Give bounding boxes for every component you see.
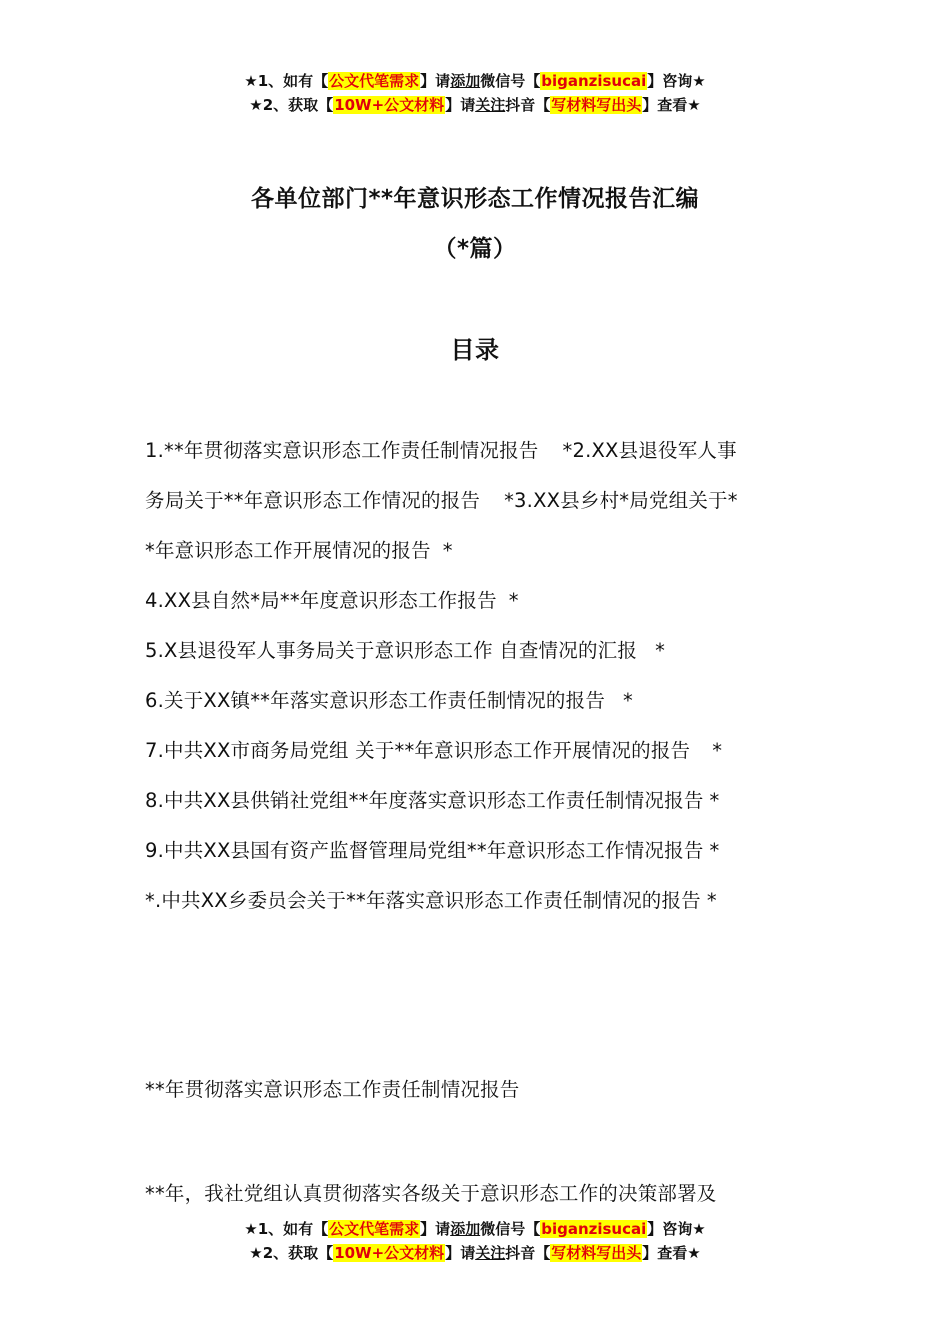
notice-underline: 关注 — [475, 96, 506, 114]
notice-text: 微信号【 — [480, 72, 541, 90]
notice-text: 】查看★ — [642, 1244, 701, 1262]
toc-text: * — [709, 839, 720, 862]
notice-highlight-wechat: biganzisucai — [541, 1220, 647, 1238]
notice-underline: 添加 — [450, 72, 481, 90]
table-of-contents — [145, 426, 815, 926]
toc-line — [145, 426, 815, 476]
notice-text: ★1、如有【 — [244, 1220, 329, 1238]
toc-line — [145, 726, 815, 776]
notice-text: 】请 — [445, 1244, 476, 1262]
notice-text: 微信号【 — [480, 1220, 541, 1238]
notice-line-1 — [0, 1217, 950, 1241]
toc-text: * — [709, 789, 720, 812]
toc-text: *2.XX县退役军人事 — [562, 439, 737, 462]
section-title: **年贯彻落实意识形态工作责任制情况报告 — [145, 1078, 520, 1101]
toc-line — [145, 476, 815, 526]
toc-text: * — [706, 889, 717, 912]
toc-line — [145, 626, 815, 676]
notice-text: 抖音【 — [505, 1244, 551, 1262]
toc-text: * — [623, 689, 633, 712]
notice-highlight: 公文代笔需求 — [329, 72, 420, 90]
toc-text: 8.中共XX县供销社党组**年度落实意识形态工作责任制情况报告 — [145, 789, 704, 812]
notice-text: 】查看★ — [642, 96, 701, 114]
toc-text: 7.中共XX市商务局党组 关于**年意识形态工作开展情况的报告 — [145, 739, 691, 762]
toc-line — [145, 826, 815, 876]
notice-text: ★2、获取【 — [249, 96, 334, 114]
notice-underline: 添加 — [450, 1220, 481, 1238]
toc-line — [145, 676, 815, 726]
toc-text: *.中共XX乡委员会关于**年落实意识形态工作责任制情况的报告 — [145, 889, 701, 912]
notice-text: 】请 — [420, 72, 451, 90]
toc-line — [145, 576, 815, 626]
toc-text: 6.关于XX镇**年落实意识形态工作责任制情况的报告 — [145, 689, 606, 712]
toc-text: 5.X县退役军人事务局关于意识形态工作 自查情况的汇报 — [145, 639, 638, 662]
toc-text: * — [442, 539, 453, 562]
toc-text: 1.**年贯彻落实意识形态工作责任制情况报告 — [145, 439, 539, 462]
notice-text: 】请 — [420, 1220, 451, 1238]
toc-text: *年意识形态工作开展情况的报告 — [145, 539, 431, 562]
toc-text: 9.中共XX县国有资产监督管理局党组**年意识形态工作情况报告 — [145, 839, 704, 862]
notice-highlight: 10W+公文材料 — [334, 1244, 445, 1262]
notice-text: ★1、如有【 — [244, 72, 329, 90]
document-subtitle: （*篇） — [433, 236, 517, 262]
notice-underline: 关注 — [475, 1244, 506, 1262]
toc-line — [145, 526, 815, 576]
toc-text: * — [655, 639, 666, 662]
body-paragraph: **年，我社党组认真贯彻落实各级关于意识形态工作的决策部署及 — [145, 1182, 717, 1205]
header-notice — [0, 69, 950, 117]
toc-line — [145, 876, 815, 926]
toc-text: 4.XX县自然*局**年度意识形态工作报告 — [145, 589, 497, 612]
notice-line-2 — [0, 93, 950, 117]
notice-highlight-douyin: 写材料写出头 — [551, 96, 642, 114]
notice-line-1 — [0, 69, 950, 93]
toc-text: * — [508, 589, 519, 612]
notice-text: 】请 — [445, 96, 476, 114]
notice-highlight: 10W+公文材料 — [334, 96, 445, 114]
toc-line — [145, 776, 815, 826]
notice-highlight-douyin: 写材料写出头 — [551, 1244, 642, 1262]
toc-text: * — [712, 739, 723, 762]
toc-text: 务局关于**年意识形态工作情况的报告 — [145, 489, 481, 512]
toc-heading: 目录 — [450, 336, 500, 364]
notice-text: 抖音【 — [505, 96, 551, 114]
notice-text: ★2、获取【 — [249, 1244, 334, 1262]
document-title: 各单位部门**年意识形态工作情况报告汇编 — [250, 186, 700, 212]
notice-text: 】咨询★ — [647, 72, 706, 90]
notice-highlight: 公文代笔需求 — [329, 1220, 420, 1238]
notice-highlight-wechat: biganzisucai — [541, 72, 647, 90]
notice-text: 】咨询★ — [647, 1220, 706, 1238]
footer-notice — [0, 1217, 950, 1265]
toc-text: *3.XX县乡村*局党组关于* — [504, 489, 738, 512]
notice-line-2 — [0, 1241, 950, 1265]
